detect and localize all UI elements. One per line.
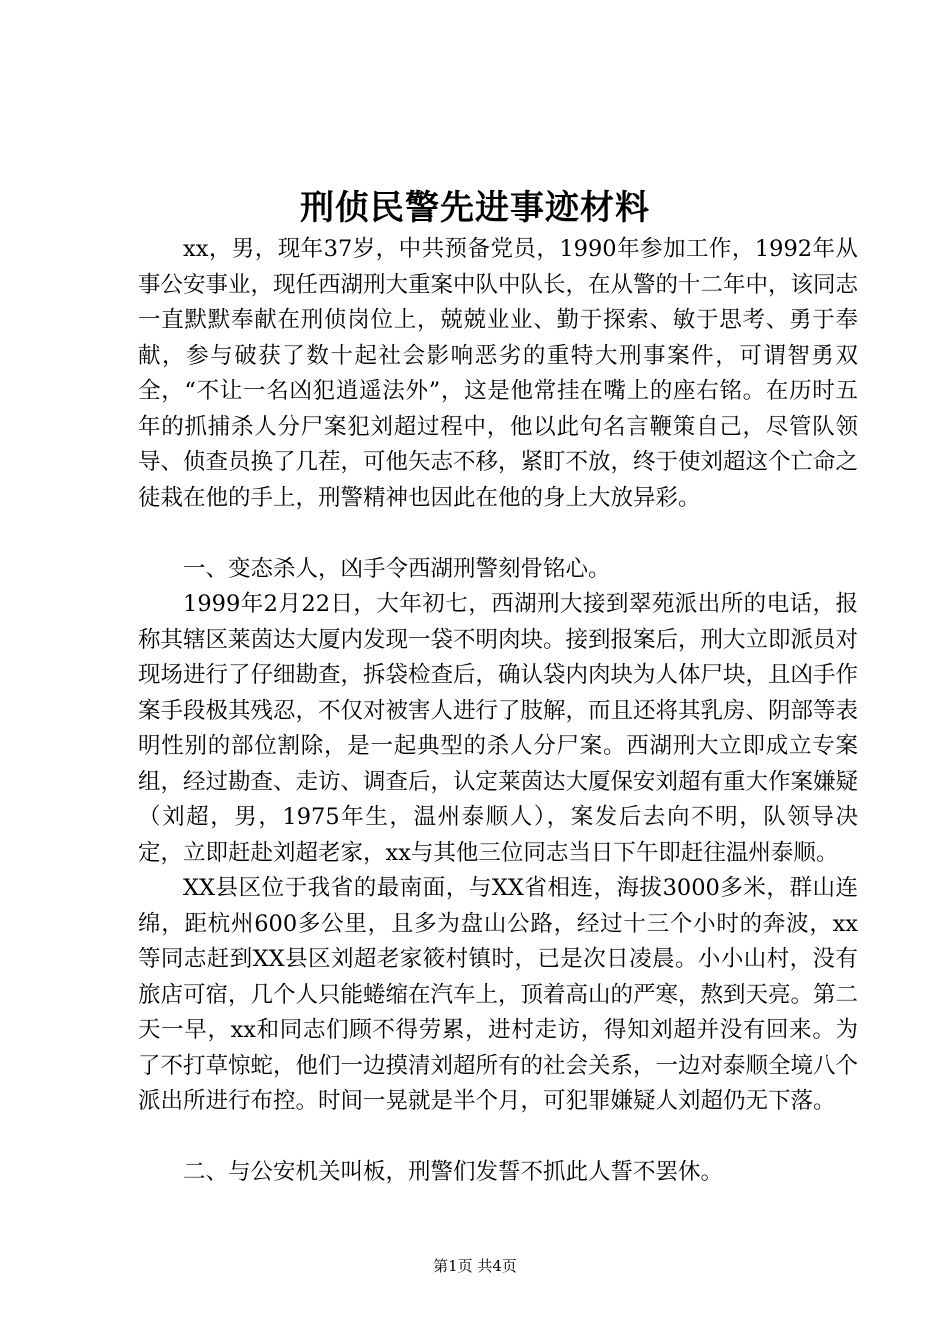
section-heading-1: 一、变态杀人，凶手令西湖刑警刻骨铭心。: [183, 555, 611, 582]
page-footer: 第1页 共4页: [433, 1257, 517, 1275]
document-body: [138, 232, 858, 1191]
paragraph-intro: xx，男，现年37岁，中共预备党员，1990年参加工作，1992年从事公安事业，现任西湖刑大重案中队中队长，在从警的十二年中，该同志一直默默奉献在刑侦岗位上，兢兢业业、勤于探索、敏于思考、勇于奉献，参与破获了数十起社会影响恶劣的重特大刑事案件，可谓智勇双全，“不让一名凶犯逍遥法外”，这是他常挂在嘴上的座右铭。在历时五年的抓捕杀人分尸案犯刘超过程中，他以此句名言鞭策自己，尽管队领导、侦查员换了几茬，可他矢志不移，紧盯不放，终于使刘超这个亡命之徒栽在他的手上，刑警精神也因此在他的身上大放异彩。: [138, 236, 859, 511]
paragraph-case-report: 1999年2月22日，大年初七，西湖刑大接到翠苑派出所的电话，报称其辖区莱茵达大厦内发现一袋不明肉块。接到报案后，刑大立即派员对现场进行了仔细勘查，拆袋检查后，确认袋内肉块为人体尸块，且凶手作案手段极其残忍，不仅对被害人进行了肢解，而且还将其乳房、阴部等表明性别的部位割除，是一起典型的杀人分尸案。西湖刑大立即成立专案组，经过勘查、走访、调查后，认定莱茵达大厦保安刘超有重大作案嫌疑（刘超，男，1975年生，温州泰顺人），案发后去向不明，队领导决定，立即赶赴刘超老家，xx与其他三位同志当日下午即赶往温州泰顺。: [138, 591, 859, 866]
document-title: 刑侦民警先进事迹材料: [300, 188, 650, 228]
section-heading-2: 二、与公安机关叫板，刑警们发誓不抓此人誓不罢休。: [183, 1159, 724, 1185]
paragraph-taishun-search: XX县区位于我省的最南面，与XX省相连，海拔3000多米，群山连绵，距杭州600多公里，且多为盘山公路，经过十三个小时的奔波，xx等同志赶到XX县区刘超老家筱村镇时，已是次日凌晨。小小山村，没有旅店可宿，几个人只能蜷缩在汽车上，顶着高山的严寒，熬到天亮。第二天一早，xx和同志们顾不得劳累，进村走访，得知刘超并没有回来。为了不打草惊蛇，他们一边摸清刘超所有的社会关系，一边对泰顺全境八个派出所进行布控。时间一晃就是半个月，可犯罪嫌疑人刘超仍无下落。: [138, 875, 859, 1114]
